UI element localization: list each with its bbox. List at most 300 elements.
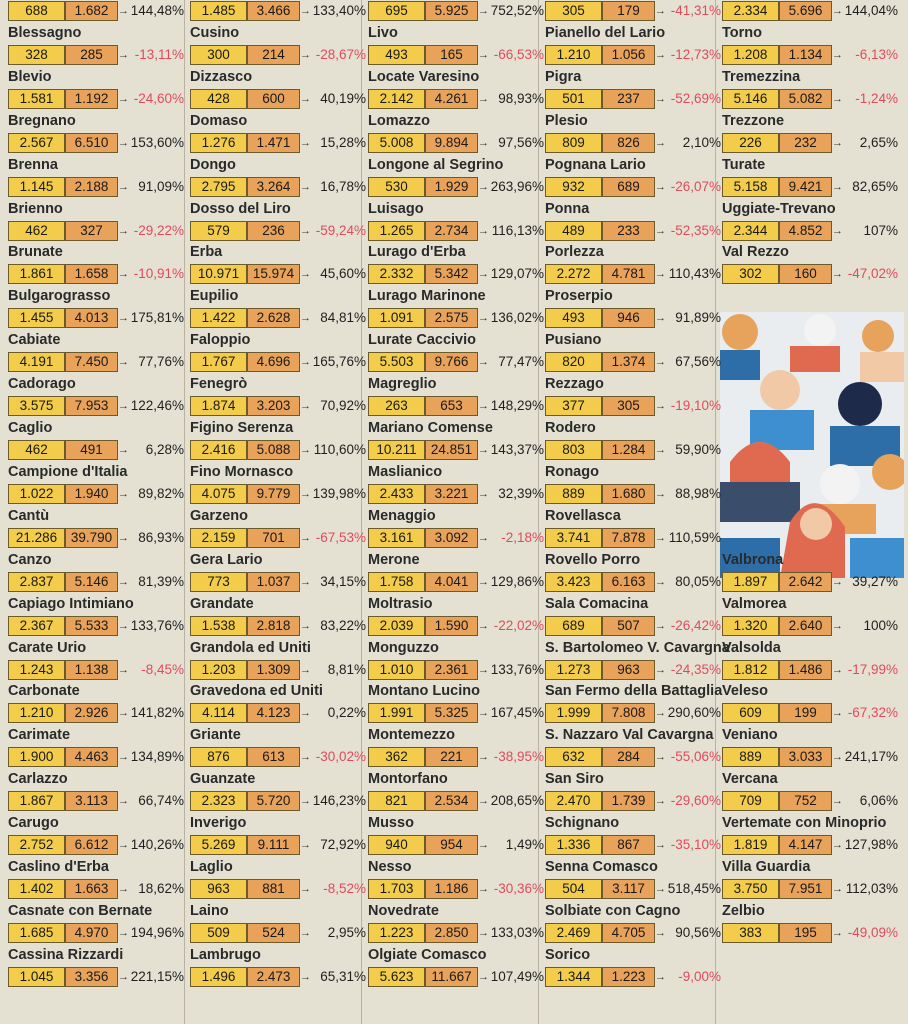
arrow-right-icon: →: [478, 48, 489, 61]
population-row: [722, 133, 898, 153]
population-row: [545, 967, 721, 987]
population-row: [368, 45, 544, 65]
percent-change: 16,78%: [320, 178, 366, 194]
percent-change: -1,24%: [855, 90, 898, 106]
arrow-right-icon: →: [832, 5, 843, 17]
percent-change: -22,02%: [493, 617, 544, 633]
municipality-name: Veniano: [722, 727, 778, 744]
population-old-value: 1.874: [190, 396, 247, 416]
percent-change: -26,07%: [670, 178, 721, 194]
percent-change: 140,26%: [130, 837, 184, 853]
arrow-right-icon: →: [655, 400, 666, 413]
population-row: [8, 835, 184, 855]
population-row: [722, 1, 898, 21]
municipality-name: Moltrasio: [368, 595, 433, 612]
population-new-value: 1.682: [65, 1, 118, 21]
population-old-value: 1.208: [722, 45, 779, 65]
population-old-value: 1.496: [190, 967, 247, 987]
population-new-value: 4.852: [779, 221, 832, 241]
arrow-right-icon: →: [655, 883, 666, 895]
population-new-value: 5.325: [425, 703, 478, 723]
arrow-right-icon: →: [118, 926, 129, 939]
municipality-name: Monguzzo: [368, 639, 439, 656]
population-old-value: 1.758: [368, 572, 425, 592]
population-new-value: 5.696: [779, 1, 832, 21]
municipality-name: Guanzate: [190, 771, 256, 788]
population-new-value: 9.894: [425, 133, 478, 153]
percent-change: 65,31%: [320, 968, 366, 984]
population-row: [545, 703, 721, 723]
arrow-right-icon: →: [300, 268, 311, 281]
municipality-name: Senna Comasco: [545, 859, 658, 875]
population-old-value: 2.433: [368, 484, 425, 504]
population-new-value: 946: [602, 308, 655, 328]
arrow-right-icon: →: [118, 575, 129, 588]
population-new-value: 24.851: [425, 440, 478, 460]
percent-change: -35,10%: [670, 837, 721, 853]
arrow-right-icon: →: [655, 487, 666, 500]
population-new-value: 4.463: [65, 747, 118, 767]
percent-change: 81,39%: [138, 573, 184, 589]
percent-change: 82,65%: [852, 178, 898, 194]
population-old-value: 1.091: [368, 308, 425, 328]
municipality-name: Sorico: [545, 946, 591, 963]
percent-change: 88,98%: [675, 485, 721, 501]
percent-change: 194,96%: [130, 924, 184, 940]
population-row: [545, 264, 721, 284]
municipality-name: Longone al Segrino: [368, 156, 504, 173]
municipality-name: Menaggio: [368, 507, 436, 524]
population-new-value: 881: [247, 879, 300, 899]
arrow-right-icon: →: [118, 487, 129, 500]
arrow-right-icon: →: [300, 180, 311, 193]
arrow-right-icon: →: [300, 926, 311, 939]
percent-change: 107,49%: [490, 968, 544, 984]
percent-change: -10,91%: [133, 266, 184, 282]
population-old-value: 1.861: [8, 264, 65, 284]
percent-change: -12,73%: [670, 46, 721, 62]
population-new-value: 2.188: [65, 177, 118, 197]
municipality-name: Dongo: [190, 156, 236, 173]
population-old-value: 462: [8, 440, 65, 460]
population-row: [190, 177, 366, 197]
population-row: [368, 177, 544, 197]
population-row: [190, 967, 366, 987]
arrow-right-icon: →: [832, 619, 843, 632]
population-old-value: 2.567: [8, 133, 65, 153]
population-row: [368, 528, 544, 548]
column-divider: [538, 0, 539, 1024]
arrow-right-icon: →: [832, 839, 843, 852]
population-old-value: 493: [368, 45, 425, 65]
population-old-value: 5.008: [368, 133, 425, 153]
population-old-value: 263: [368, 396, 425, 416]
municipality-name: Capiago Intimiano: [8, 595, 134, 612]
municipality-name: Domaso: [190, 112, 248, 129]
percent-change: -30,36%: [493, 881, 544, 896]
arrow-right-icon: →: [655, 531, 666, 544]
population-row: [368, 352, 544, 372]
arrow-right-icon: →: [300, 444, 311, 456]
municipality-name: Fino Mornasco: [190, 463, 294, 480]
population-old-value: 1.581: [8, 89, 65, 109]
population-row: [8, 133, 184, 153]
percent-change: 67,56%: [675, 354, 721, 370]
municipality-name: Fenegrò: [190, 376, 248, 393]
population-row: [545, 89, 721, 109]
population-row: [722, 747, 898, 767]
municipality-name: Maslianico: [368, 463, 443, 480]
arrow-right-icon: →: [300, 136, 311, 149]
percent-change: 241,17%: [844, 749, 898, 765]
population-row: [545, 352, 721, 372]
arrow-right-icon: →: [655, 970, 666, 983]
arrow-right-icon: →: [118, 444, 129, 456]
population-old-value: 1.455: [8, 308, 65, 328]
percent-change: -52,69%: [670, 90, 721, 106]
population-old-value: 493: [545, 308, 602, 328]
population-old-value: 1.819: [722, 835, 779, 855]
percent-change: 144,04%: [844, 3, 898, 18]
municipality-name: Figino Serenza: [190, 420, 294, 436]
percent-change: 144,48%: [130, 3, 184, 18]
municipality-name: Nesso: [368, 859, 412, 875]
municipality-name: San Siro: [545, 771, 604, 788]
percent-change: -8,45%: [141, 661, 184, 677]
percent-change: 6,06%: [859, 793, 898, 809]
arrow-right-icon: →: [118, 224, 129, 237]
population-old-value: 940: [368, 835, 425, 855]
population-old-value: 1.538: [190, 616, 247, 636]
percent-change: -29,60%: [670, 793, 721, 809]
municipality-name: Magreglio: [368, 376, 437, 393]
percent-change: 86,93%: [138, 529, 184, 545]
population-old-value: 1.812: [722, 660, 779, 680]
population-old-value: 377: [545, 396, 602, 416]
population-row: [190, 923, 366, 943]
arrow-right-icon: →: [300, 92, 311, 105]
percent-change: 91,89%: [675, 310, 721, 326]
population-old-value: 2.344: [722, 221, 779, 241]
population-new-value: 7.951: [779, 879, 832, 899]
arrow-right-icon: →: [478, 312, 489, 325]
population-new-value: 7.878: [602, 528, 655, 548]
municipality-name: Lomazzo: [368, 112, 431, 129]
municipality-name: Livo: [368, 24, 398, 41]
percent-change: -55,06%: [670, 749, 721, 765]
percent-change: 2,95%: [327, 924, 366, 940]
population-old-value: 803: [545, 440, 602, 460]
population-old-value: 3.161: [368, 528, 425, 548]
population-new-value: 232: [779, 133, 832, 153]
municipality-name: Caglio: [8, 420, 53, 436]
municipality-name: Rovellasca: [545, 507, 621, 524]
arrow-right-icon: →: [118, 970, 129, 983]
population-row: [368, 89, 544, 109]
population-row: [190, 835, 366, 855]
percent-change: 2,65%: [859, 134, 898, 150]
municipality-name: S. Bartolomeo V. Cavargna: [545, 639, 730, 656]
arrow-right-icon: →: [655, 268, 666, 281]
municipality-name: Carate Urio: [8, 639, 87, 656]
percent-change: 2,10%: [682, 134, 721, 150]
population-old-value: 2.332: [368, 264, 425, 284]
population-old-value: 1.767: [190, 352, 247, 372]
population-old-value: 1.900: [8, 747, 65, 767]
municipality-name: Pusiano: [545, 332, 602, 349]
population-old-value: 5.623: [368, 967, 425, 987]
percent-change: 77,47%: [498, 354, 544, 370]
arrow-right-icon: →: [300, 400, 311, 413]
population-old-value: 504: [545, 879, 602, 899]
population-row: [722, 791, 898, 811]
percent-change: -26,42%: [670, 617, 721, 633]
population-old-value: 889: [722, 747, 779, 767]
arrow-right-icon: →: [655, 751, 666, 764]
population-old-value: 688: [8, 1, 65, 21]
population-row: [8, 221, 184, 241]
population-row: [545, 747, 721, 767]
municipality-name: Campione d'Italia: [8, 463, 128, 480]
population-row: [368, 264, 544, 284]
population-new-value: 4.781: [602, 264, 655, 284]
percent-change: 133,03%: [490, 924, 544, 940]
arrow-right-icon: →: [118, 136, 129, 149]
population-old-value: 2.334: [722, 1, 779, 21]
population-new-value: 3.203: [247, 396, 300, 416]
municipality-name: Rodero: [545, 420, 596, 436]
population-old-value: 383: [722, 923, 779, 943]
municipality-name: Pigra: [545, 68, 582, 85]
municipality-name: Faloppio: [190, 332, 251, 349]
population-old-value: 1.265: [368, 221, 425, 241]
municipality-name: Brunate: [8, 244, 63, 261]
population-old-value: 773: [190, 572, 247, 592]
population-new-value: 2.850: [425, 923, 478, 943]
population-old-value: 1.145: [8, 177, 65, 197]
population-new-value: 7.953: [65, 396, 118, 416]
arrow-right-icon: →: [300, 707, 311, 720]
arrow-right-icon: →: [655, 312, 666, 325]
population-new-value: 954: [425, 835, 478, 855]
percent-change: 116,13%: [491, 222, 544, 238]
arrow-right-icon: →: [478, 356, 489, 369]
population-row: [368, 1, 544, 21]
arrow-right-icon: →: [655, 619, 666, 632]
population-row: [8, 791, 184, 811]
population-row: [190, 221, 366, 241]
municipality-name: Merone: [368, 551, 420, 568]
arrow-right-icon: →: [118, 5, 129, 17]
population-old-value: 1.344: [545, 967, 602, 987]
population-new-value: 3.092: [425, 528, 478, 548]
municipality-name: Pianello del Lario: [545, 24, 666, 41]
municipality-name: Montemezzo: [368, 727, 455, 744]
percent-change: 39,27%: [852, 573, 898, 589]
population-row: [722, 572, 898, 592]
population-row: [190, 1, 366, 21]
population-new-value: 2.534: [425, 791, 478, 811]
municipality-name: Erba: [190, 244, 223, 261]
municipality-name: Veleso: [722, 683, 768, 700]
population-new-value: 327: [65, 221, 118, 241]
municipality-name: Rovello Porro: [545, 551, 641, 568]
arrow-right-icon: →: [478, 839, 489, 852]
percent-change: 133,76%: [490, 661, 544, 677]
population-row: [368, 396, 544, 416]
population-old-value: 462: [8, 221, 65, 241]
population-old-value: 1.897: [722, 572, 779, 592]
population-old-value: 889: [545, 484, 602, 504]
population-row: [722, 221, 898, 241]
arrow-right-icon: →: [832, 48, 843, 61]
population-new-value: 9.421: [779, 177, 832, 197]
population-row: [190, 133, 366, 153]
population-old-value: 820: [545, 352, 602, 372]
population-new-value: 165: [425, 45, 478, 65]
percent-change: 175,81%: [130, 310, 184, 326]
population-row: [368, 835, 544, 855]
column-divider: [184, 0, 185, 1024]
population-new-value: 15.974: [247, 264, 300, 284]
population-new-value: 1.486: [779, 660, 832, 680]
population-old-value: 226: [722, 133, 779, 153]
population-new-value: 1.374: [602, 352, 655, 372]
population-new-value: 39.790: [65, 528, 118, 548]
population-old-value: 932: [545, 177, 602, 197]
municipality-name: Torno: [722, 24, 762, 41]
percent-change: 110,43%: [668, 266, 721, 282]
arrow-right-icon: →: [300, 795, 311, 808]
municipality-name: Lurate Caccivio: [368, 332, 476, 349]
arrow-right-icon: →: [478, 970, 489, 983]
population-new-value: 9.766: [425, 352, 478, 372]
population-old-value: 10.971: [190, 264, 247, 284]
percent-change: 752,52%: [490, 3, 544, 18]
population-row: [8, 1, 184, 21]
municipality-name: Zelbio: [722, 902, 765, 919]
population-new-value: 3.113: [65, 791, 118, 811]
population-row: [368, 967, 544, 987]
percent-change: 221,15%: [130, 968, 184, 984]
population-new-value: 491: [65, 440, 118, 460]
population-new-value: 2.575: [425, 308, 478, 328]
population-old-value: 1.402: [8, 879, 65, 899]
arrow-right-icon: →: [300, 883, 311, 895]
population-row: [368, 484, 544, 504]
population-old-value: 5.269: [190, 835, 247, 855]
arrow-right-icon: →: [478, 795, 489, 808]
arrow-right-icon: →: [655, 180, 666, 193]
municipality-name: Villa Guardia: [722, 859, 811, 875]
arrow-right-icon: →: [478, 531, 489, 544]
population-old-value: 2.323: [190, 791, 247, 811]
population-old-value: 632: [545, 747, 602, 767]
municipality-name: Lurago d'Erba: [368, 244, 466, 261]
population-old-value: 1.999: [545, 703, 602, 723]
arrow-right-icon: →: [478, 707, 489, 720]
population-old-value: 709: [722, 791, 779, 811]
percent-change: -59,24%: [315, 222, 366, 238]
population-old-value: 1.223: [368, 923, 425, 943]
population-new-value: 2.734: [425, 221, 478, 241]
percent-change: 290,60%: [667, 705, 721, 721]
percent-change: 32,39%: [498, 485, 544, 501]
arrow-right-icon: →: [118, 312, 129, 325]
population-row: [722, 45, 898, 65]
population-new-value: 284: [602, 747, 655, 767]
population-new-value: 233: [602, 221, 655, 241]
arrow-right-icon: →: [300, 312, 311, 325]
percent-change: -13,11%: [134, 46, 184, 62]
arrow-right-icon: →: [300, 48, 311, 61]
percent-change: 40,19%: [320, 90, 366, 106]
population-old-value: 2.159: [190, 528, 247, 548]
municipality-name: Eupilio: [190, 288, 239, 305]
arrow-right-icon: →: [118, 92, 129, 105]
population-new-value: 1.658: [65, 264, 118, 284]
municipality-name: Carimate: [8, 727, 71, 744]
population-old-value: 809: [545, 133, 602, 153]
population-new-value: 6.612: [65, 835, 118, 855]
population-row: [545, 879, 721, 899]
percent-change: 90,56%: [675, 924, 721, 940]
population-old-value: 2.142: [368, 89, 425, 109]
municipality-name: S. Nazzaro Val Cavargna: [545, 727, 714, 744]
population-new-value: 2.818: [247, 616, 300, 636]
population-old-value: 2.416: [190, 440, 247, 460]
percent-change: -2,18%: [501, 529, 544, 545]
percent-change: -28,67%: [315, 46, 366, 62]
percent-change: -24,60%: [133, 90, 184, 106]
population-old-value: 1.320: [722, 616, 779, 636]
percent-change: 127,98%: [844, 837, 898, 853]
municipality-name: Caslino d'Erba: [8, 859, 109, 875]
population-row: [190, 747, 366, 767]
population-old-value: 3.575: [8, 396, 65, 416]
population-row: [190, 703, 366, 723]
municipality-name: Pognana Lario: [545, 156, 646, 173]
arrow-right-icon: →: [300, 839, 311, 852]
percent-change: 98,93%: [498, 90, 544, 106]
population-old-value: 362: [368, 747, 425, 767]
percent-change: 165,76%: [312, 354, 366, 370]
municipality-name: Casnate con Bernate: [8, 902, 153, 919]
percent-change: 146,23%: [312, 793, 366, 809]
population-new-value: 4.041: [425, 572, 478, 592]
percent-change: 208,65%: [490, 793, 544, 809]
percent-change: 15,28%: [320, 134, 366, 150]
population-new-value: 2.361: [425, 660, 478, 680]
population-new-value: 9.779: [247, 484, 300, 504]
population-new-value: 1.739: [602, 791, 655, 811]
arrow-right-icon: →: [300, 531, 311, 544]
arrow-right-icon: →: [118, 751, 129, 764]
population-old-value: 2.039: [368, 616, 425, 636]
percent-change: 84,81%: [320, 310, 366, 326]
percent-change: -67,32%: [847, 705, 898, 721]
percent-change: -6,13%: [855, 46, 898, 62]
arrow-right-icon: →: [300, 487, 311, 500]
municipality-name: Dizzasco: [190, 68, 253, 85]
population-new-value: 524: [247, 923, 300, 943]
percent-change: -67,53%: [315, 529, 366, 545]
population-row: [545, 440, 721, 460]
percent-change: 263,96%: [490, 178, 544, 194]
municipality-name: Ronago: [545, 463, 599, 480]
municipality-name: Brienno: [8, 200, 63, 217]
arrow-right-icon: →: [832, 751, 843, 764]
